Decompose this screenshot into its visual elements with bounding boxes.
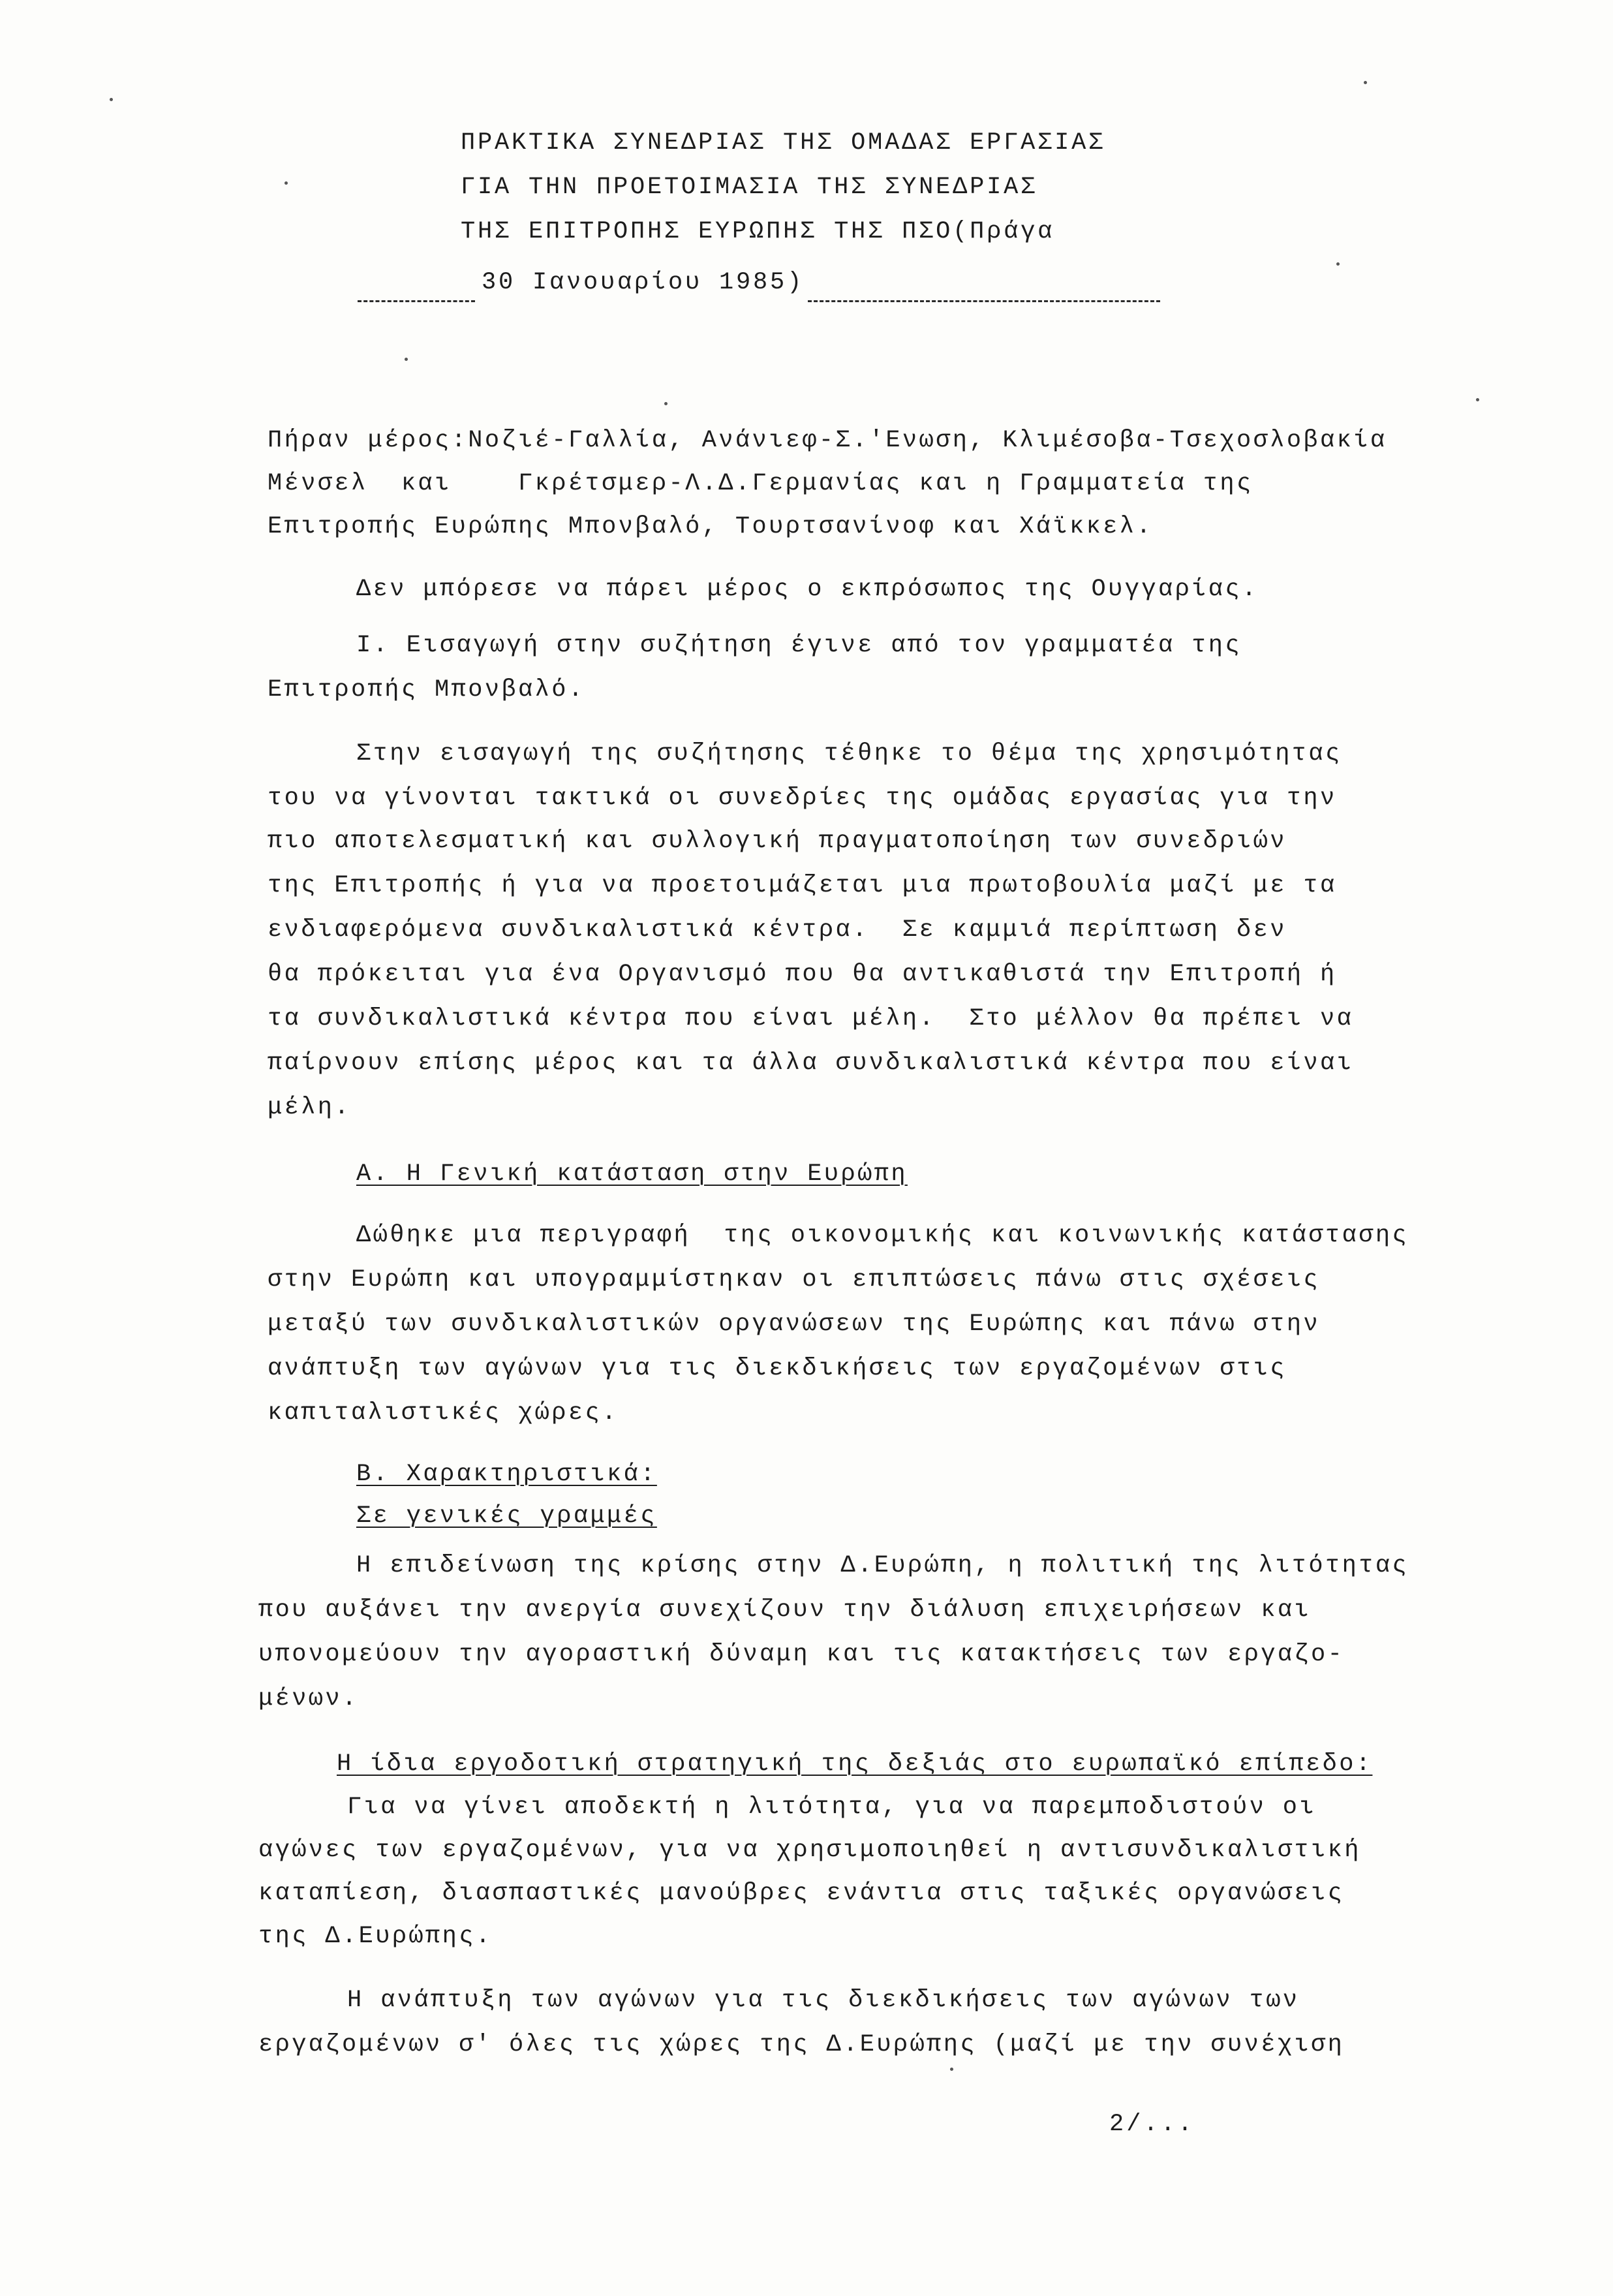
title-rule-right: [808, 300, 1160, 302]
scan-speck: [1364, 81, 1367, 84]
para5-line-2: εργαζομένων σ' όλες τις χώρες της Δ.Ευρώπης (μαζί με την συνέχιση: [258, 2031, 1345, 2058]
title-line-4: 30 Ιανουαρίου 1985): [482, 269, 805, 296]
title-rule-left: [358, 300, 475, 302]
participants-line-1: Πήραν μέρος:Νοζιέ-Γαλλία, Ανάνιεφ-Σ.'Ενωση, Κλιμέσοβα-Τσεχοσλοβακία: [268, 427, 1387, 454]
para1-line-1: Στην εισαγωγή της συζήτησης τέθηκε το θέμα της χρησιμότητας: [356, 740, 1342, 768]
title-line-2: ΓΙΑ ΤΗΝ ΠΡΟΕΤΟΙΜΑΣΙΑ ΤΗΣ ΣΥΝΕΔΡΙΑΣ: [461, 174, 1038, 201]
intro-line-1: Ι. Εισαγωγή στην συζήτηση έγινε από τον γραμματέα της: [356, 632, 1242, 659]
title-line-1: ΠΡΑΚΤΙΚΑ ΣΥΝΕΔΡΙΑΣ ΤΗΣ ΟΜΑΔΑΣ ΕΡΓΑΣΙΑΣ: [461, 129, 1106, 157]
para1-line-6: θα πρόκειται για ένα Οργανισμό που θα αντικαθιστά την Επιτροπή ή: [268, 961, 1337, 988]
scan-speck: [110, 98, 113, 101]
para3-line-1: Η επιδείνωση της κρίσης στην Δ.Ευρώπη, η πολιτική της λιτότητας: [356, 1552, 1409, 1579]
heading-general-situation: Α. Η Γενική κατάσταση στην Ευρώπη: [356, 1160, 908, 1188]
participants-line-3: Επιτροπής Ευρώπης Μπονβαλό, Τουρτσανίνοφ και Χάϊκκελ.: [268, 513, 1153, 540]
para3-line-3: υπονομεύουν την αγοραστική δύναμη και τις κατακτήσεις των εργαζο-: [258, 1641, 1345, 1668]
title-line-3: ΤΗΣ ΕΠΙΤΡΟΠΗΣ ΕΥΡΩΠΗΣ ΤΗΣ ΠΣΟ(Πράγα: [461, 218, 1055, 245]
absence-note: Δεν μπόρεσε να πάρει μέρος ο εκπρόσωπος της Ουγγαρίας.: [356, 576, 1259, 603]
para5-line-1: Η ανάπτυξη των αγώνων για τις διεκδικήσεις των αγώνων των: [347, 1987, 1300, 2014]
para2-line-2: στην Ευρώπη και υπογραμμίστηκαν οι επιπτώσεις πάνω στις σχέσεις: [268, 1266, 1321, 1294]
para2-line-5: καπιταλιστικές χώρες.: [268, 1399, 619, 1427]
scan-speck: [1336, 262, 1340, 266]
para1-line-2: του να γίνονται τακτικά οι συνεδρίες της ομάδας εργασίας για την: [268, 784, 1337, 812]
scan-speck: [950, 2068, 953, 2071]
para1-line-4: της Επιτροπής ή για να προετοιμάζεται μια πρωτοβουλία μαζί με τα: [268, 872, 1337, 899]
para2-line-4: ανάπτυξη των αγώνων για τις διεκδικήσεις των εργαζομένων στις: [268, 1355, 1287, 1382]
heading-general-lines: Σε γενικές γραμμές: [356, 1502, 657, 1530]
para1-line-5: ενδιαφερόμενα συνδικαλιστικά κέντρα. Σε καμμιά περίπτωση δεν: [268, 916, 1287, 944]
para3-line-4: μένων.: [258, 1685, 359, 1713]
para4-line-4: της Δ.Ευρώπης.: [258, 1923, 493, 1950]
heading-employer-strategy: Η ίδια εργοδοτική στρατηγική της δεξιάς στο ευρωπαϊκό επίπεδο:: [337, 1750, 1373, 1778]
para1-line-8: παίρνουν επίσης μέρος και τα άλλα συνδικαλιστικά κέντρα που είναι: [268, 1049, 1354, 1077]
scan-speck: [284, 181, 288, 185]
participants-line-2: Μένσελ και Γκρέτσμερ-Λ.Δ.Γερμανίας και η Γραμματεία της: [268, 470, 1253, 497]
para4-line-3: καταπίεση, διασπαστικές μανούβρες ενάντια στις ταξικές οργανώσεις: [258, 1880, 1345, 1907]
para1-line-7: τα συνδικαλιστικά κέντρα που είναι μέλη. Στο μέλλον θα πρέπει να: [268, 1005, 1354, 1032]
para4-line-2: αγώνες των εργαζομένων, για να χρησιμοποιηθεί η αντισυνδικαλιστική: [258, 1837, 1361, 1864]
heading-characteristics: Β. Χαρακτηριστικά:: [356, 1461, 657, 1488]
para4-line-1: Για να γίνει αποδεκτή η λιτότητα, για να παρεμποδιστούν οι: [347, 1793, 1317, 1821]
scan-speck: [1476, 398, 1479, 401]
para1-line-3: πιο αποτελεσματική και συλλογική πραγματοποίηση των συνεδριών: [268, 828, 1287, 855]
scan-speck: [405, 358, 408, 361]
scan-speck: [664, 402, 668, 405]
page-number: 2/...: [1109, 2111, 1195, 2138]
para1-line-9: μέλη.: [268, 1094, 352, 1121]
para2-line-3: μεταξύ των συνδικαλιστικών οργανώσεων της Ευρώπης και πάνω στην: [268, 1311, 1321, 1338]
intro-line-2: Επιτροπής Μπονβαλό.: [268, 676, 585, 704]
para2-line-1: Δώθηκε μια περιγραφή της οικονομικής και κοινωνικής κατάστασης: [356, 1222, 1409, 1249]
para3-line-2: που αυξάνει την ανεργία συνεχίζουν την διάλυση επιχειρήσεων και: [258, 1596, 1312, 1624]
